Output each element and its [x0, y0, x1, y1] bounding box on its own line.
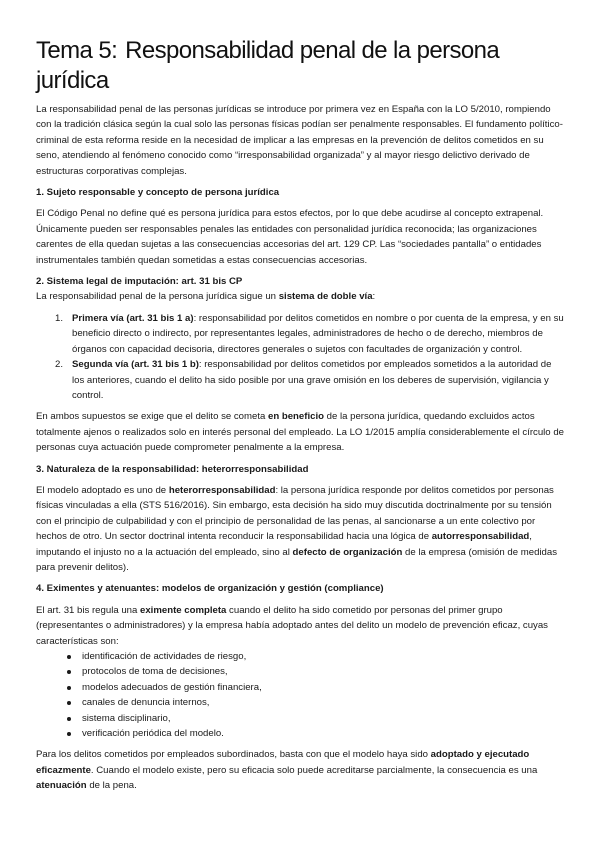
title-prefix: Tema 5:	[36, 37, 118, 64]
bullet-icon	[67, 655, 71, 659]
list-number: 1.	[55, 312, 64, 324]
bullet-icon	[67, 732, 71, 736]
section-2-heading: 2. Sistema legal de imputación: art. 31 bis CP	[36, 276, 243, 288]
imputation-routes-list	[36, 311, 566, 403]
list-item: identificación de actividades de riesgo,	[36, 649, 566, 664]
list-item: protocolos de toma de decisiones,	[36, 664, 566, 679]
section-4-closing: Para los delitos cometidos por empleados subordinados, basta con que el modelo haya sido adoptado y ejecutado eficazmente. Cuando el modelo existe, pero su eficacia solo puede acreditarse parcialmente, la consecuencia es una atenuación de la pena.	[36, 749, 538, 792]
bullet-icon	[67, 701, 71, 705]
list-item: sistema disciplinario,	[36, 711, 566, 726]
list-item: 1. Primera vía (art. 31 bis 1 a): responsabilidad por delitos cometidos en nombre o por cuenta de la empresa, y en su beneficio directo o indirecto, por representantes legales, administradores de hecho o de derecho, miembros de órganos con capacidad decisoria, directores generales o sujetos con facultades de organización y control.	[55, 312, 564, 355]
list-item: verificación periódica del modelo.	[36, 726, 566, 741]
section-4-heading: 4. Eximentes y atenuantes: modelos de organización y gestión (compliance)	[36, 583, 384, 595]
bullet-icon	[67, 670, 71, 674]
section-1-paragraph: El Código Penal no define qué es persona jurídica para estos efectos, por lo que debe acudirse al concepto extrapenal. Únicamente pueden ser responsables penales las entidades con personalidad jurídica reconocida; las organizaciones carentes de ella quedan sujetas a las consecuencias accesorias del art. 129 CP. Las “sociedades pantalla” o entidades instrumentales también quedan sometidas a estas consecuencias accesorias.	[36, 208, 544, 266]
section-4-paragraph: El art. 31 bis regula una eximente completa cuando el delito ha sido cometido por personas del primer grupo (representantes o administradores) y la empresa había adoptado antes del delito un modelo de prevención eficaz, cuyas características son:	[36, 604, 548, 647]
bullet-icon	[67, 717, 71, 721]
list-item: canales de denuncia internos,	[36, 695, 566, 710]
compliance-requirements-list	[36, 649, 566, 741]
document-page	[36, 36, 566, 800]
list-item: 2. Segunda vía (art. 31 bis 1 b): responsabilidad por delitos cometidos por empleados sometidos a la autoridad de los anteriores, cuando el delito ha sido posible por una grave omisión en los deberes de supervisión, vigilancia y control.	[55, 359, 552, 401]
intro-paragraph: La responsabilidad penal de las personas jurídicas se introduce por primera vez en España con la LO 5/2010, rompiendo con la tradición clásica según la cual solo las personas físicas podían ser penalmente responsables. El fundamento político-criminal de esta reforma reside en la necesidad de implicar a las empresas en la prevención de delitos cometidos en su seno, atendiendo al fenómeno conocido como “irresponsabilidad organizada” y al mayor riesgo delictivo derivado de estructuras corporativas complejas.	[36, 104, 563, 177]
title-main: Responsabilidad penal de la persona jurídica	[36, 37, 500, 94]
section-3-paragraph: El modelo adoptado es uno de heterorresponsabilidad: la persona jurídica responde por delitos cometidos por personas físicas vinculadas a ella (STS 516/2016). Sin embargo, esta decisión ha sido muy discutida doctrinalmente por su tensión con el principio de culpabilidad y con el principio de personalidad de las penas, al sancionarse a un ente colectivo por hechos de otro. Un sector doctrinal intenta reconducir la responsabilidad hacia una lógica de autorresponsabilidad, imputando el injusto no a la actuación del empleado, sino al defecto de organización de la empresa (omisión de medidas para prevenir delitos).	[36, 484, 558, 573]
bullet-icon	[67, 686, 71, 690]
list-number: 2.	[55, 359, 64, 371]
section-2-lead: La responsabilidad penal de la persona jurídica sigue un sistema de doble vía:	[36, 291, 376, 303]
section-1-heading: 1. Sujeto responsable y concepto de persona jurídica	[36, 187, 280, 199]
section-3-heading: 3. Naturaleza de la responsabilidad: heterorresponsabilidad	[36, 463, 309, 475]
page-title	[36, 36, 566, 96]
section-2-closing: En ambos supuestos se exige que el delito se cometa en beneficio de la persona jurídica, quedando excluidos actos totalmente ajenos o realizados solo en interés personal del empleado. La LO 1/2015 amplía considerablemente el círculo de personas cuya actuación puede comprometer penalmente a la empresa.	[36, 411, 564, 454]
list-item: modelos adecuados de gestión financiera,	[36, 680, 566, 695]
